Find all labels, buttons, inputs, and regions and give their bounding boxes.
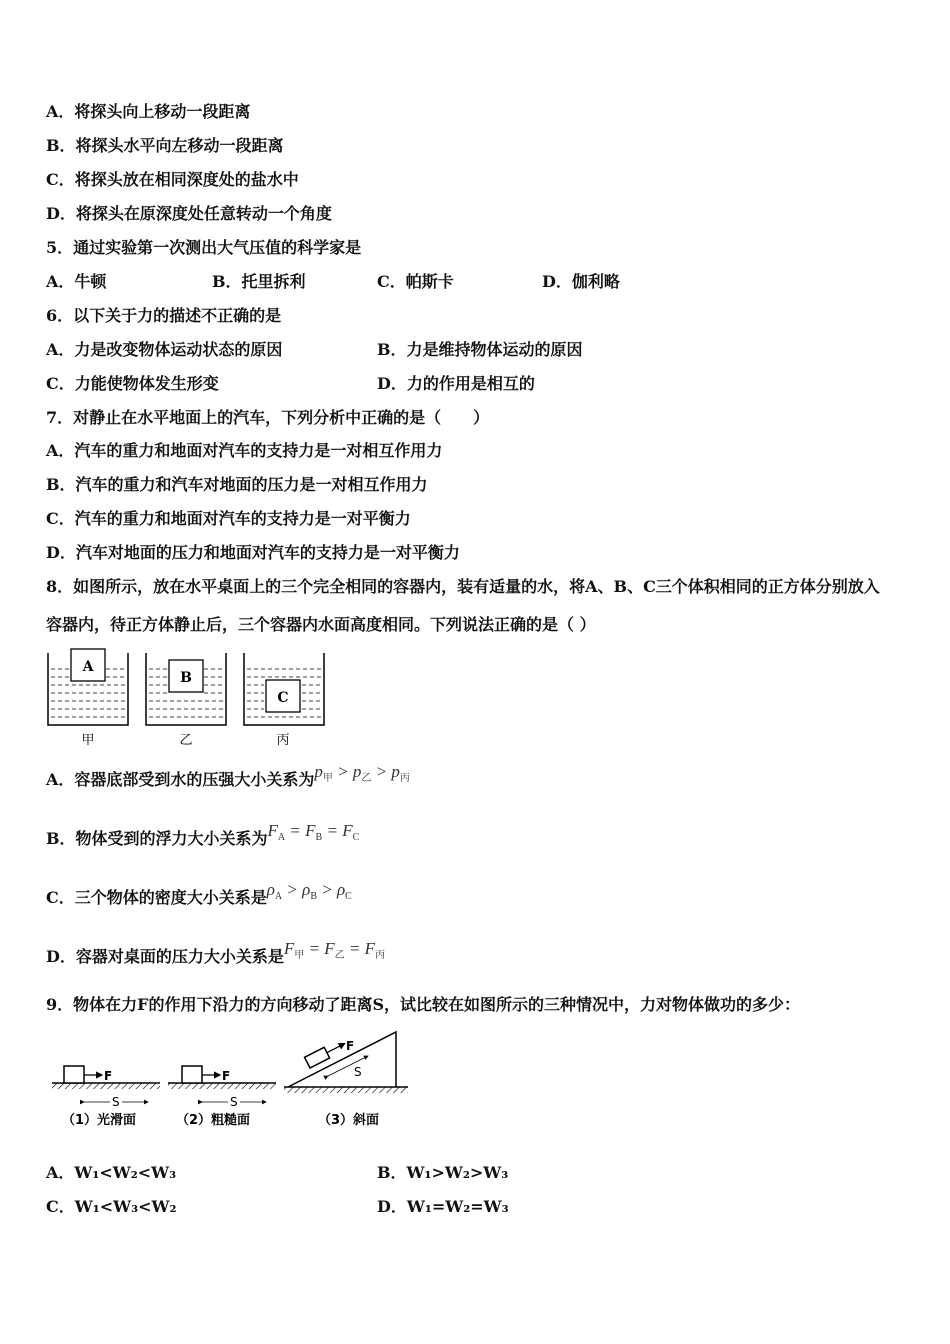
force-label-1: F: [104, 1069, 113, 1083]
caption-smooth: （1）光滑面: [62, 1113, 137, 1128]
force-label-2: F: [222, 1069, 231, 1083]
q8-stem-line1: 8．如图所示，放在水平桌面上的三个完全相同的容器内，装有适量的水，将A、B、C三个体积相同的正方体分别放入: [46, 577, 880, 596]
q9-option-c[interactable]: C．W₁<W₃<W₂: [46, 1197, 177, 1216]
q5-option-a[interactable]: A．牛顿: [46, 272, 107, 291]
cube-b-label: B: [180, 670, 192, 686]
case-incline: [284, 1032, 408, 1128]
distance-label-2: S: [230, 1095, 238, 1109]
q8-option-a-text: A．容器底部受到水的压强大小关系为: [46, 770, 315, 789]
q6-option-c[interactable]: C．力能使物体发生形变: [46, 374, 219, 393]
q8-option-d-text: D．容器对桌面的压力大小关系是: [46, 947, 284, 966]
case-smooth-surface: [52, 1066, 160, 1128]
q7-option-c[interactable]: C．汽车的重力和地面对汽车的支持力是一对平衡力: [46, 509, 411, 528]
distance-label-1: S: [112, 1095, 120, 1109]
container-jia: [48, 649, 128, 748]
q8-option-c[interactable]: [46, 880, 352, 915]
caption-yi: 乙: [179, 733, 193, 748]
q8-option-a[interactable]: [46, 762, 410, 797]
q8-stem-line2: 容器内，待正方体静止后，三个容器内水面高度相同。下列说法正确的是（ ）: [46, 615, 596, 634]
q4-option-d[interactable]: D．将探头在原深度处任意转动一个角度: [46, 204, 332, 223]
q5-option-d[interactable]: D．伽利略: [542, 272, 620, 291]
q9-option-a[interactable]: A．W₁<W₂<W₃: [46, 1163, 177, 1182]
q8-option-c-text: C．三个物体的密度大小关系是: [46, 888, 267, 907]
case-rough-surface: [168, 1066, 276, 1128]
q6-option-a[interactable]: A．力是改变物体运动状态的原因: [46, 340, 283, 359]
q5-stem: 5．通过实验第一次测出大气压值的科学家是: [46, 238, 362, 257]
q8-option-b-text: B．物体受到的浮力大小关系为: [46, 829, 268, 848]
q6-option-d[interactable]: D．力的作用是相互的: [377, 374, 535, 393]
block-2: [182, 1066, 202, 1083]
q8-containers-figure: [44, 645, 334, 750]
caption-jia: 甲: [81, 733, 95, 748]
formula-force-on-table: $F_甲 = F_乙 = F_丙$: [283, 939, 386, 961]
q6-option-b[interactable]: B．力是维持物体运动的原因: [377, 340, 583, 359]
q7-option-b[interactable]: B．汽车的重力和汽车对地面的压力是一对相互作用力: [46, 475, 428, 494]
q9-option-d[interactable]: D．W₁=W₂=W₃: [377, 1197, 509, 1216]
container-bing: [244, 653, 324, 748]
caption-incline: （3）斜面: [318, 1113, 380, 1128]
block-1: [64, 1066, 84, 1083]
cube-c-label: C: [277, 690, 289, 706]
q4-option-c[interactable]: C．将探头放在相同深度处的盐水中: [46, 170, 299, 189]
cube-a-label: A: [82, 659, 94, 675]
q5-option-b[interactable]: B．托里拆利: [212, 272, 306, 291]
q6-stem: 6．以下关于力的描述不正确的是: [46, 306, 282, 325]
formula-pressure: $p_甲 > p_乙 > p_丙$: [314, 762, 410, 784]
block-3: [305, 1047, 330, 1068]
q5-option-c[interactable]: C．帕斯卡: [377, 272, 454, 291]
caption-bing: 丙: [276, 733, 290, 748]
formula-buoyancy: $F_A = F_B = F_C$: [267, 821, 360, 843]
q9-stem: 9．物体在力F的作用下沿力的方向移动了距离S，试比较在如图所示的三种情况中，力对物体做功的多少：: [46, 995, 801, 1014]
q7-option-d[interactable]: D．汽车对地面的压力和地面对汽车的支持力是一对平衡力: [46, 543, 460, 562]
q4-option-a[interactable]: A．将探头向上移动一段距离: [46, 102, 251, 121]
distance-label-3: S: [354, 1065, 362, 1079]
q9-work-figure: [48, 1028, 413, 1138]
caption-rough: （2）粗糙面: [176, 1113, 251, 1128]
container-yi: [146, 653, 226, 748]
q4-option-b[interactable]: B．将探头水平向左移动一段距离: [46, 136, 284, 155]
q8-option-b[interactable]: [46, 821, 360, 856]
q7-stem: 7．对静止在水平地面上的汽车，下列分析中正确的是（ ）: [46, 408, 490, 427]
q7-option-a[interactable]: A．汽车的重力和地面对汽车的支持力是一对相互作用力: [46, 441, 443, 460]
formula-density: $\rho_A > \rho_B > \rho_C$: [266, 880, 352, 902]
q9-option-b[interactable]: B．W₁>W₂>W₃: [377, 1163, 509, 1182]
q8-option-d[interactable]: [46, 939, 386, 974]
force-label-3: F: [346, 1039, 355, 1053]
